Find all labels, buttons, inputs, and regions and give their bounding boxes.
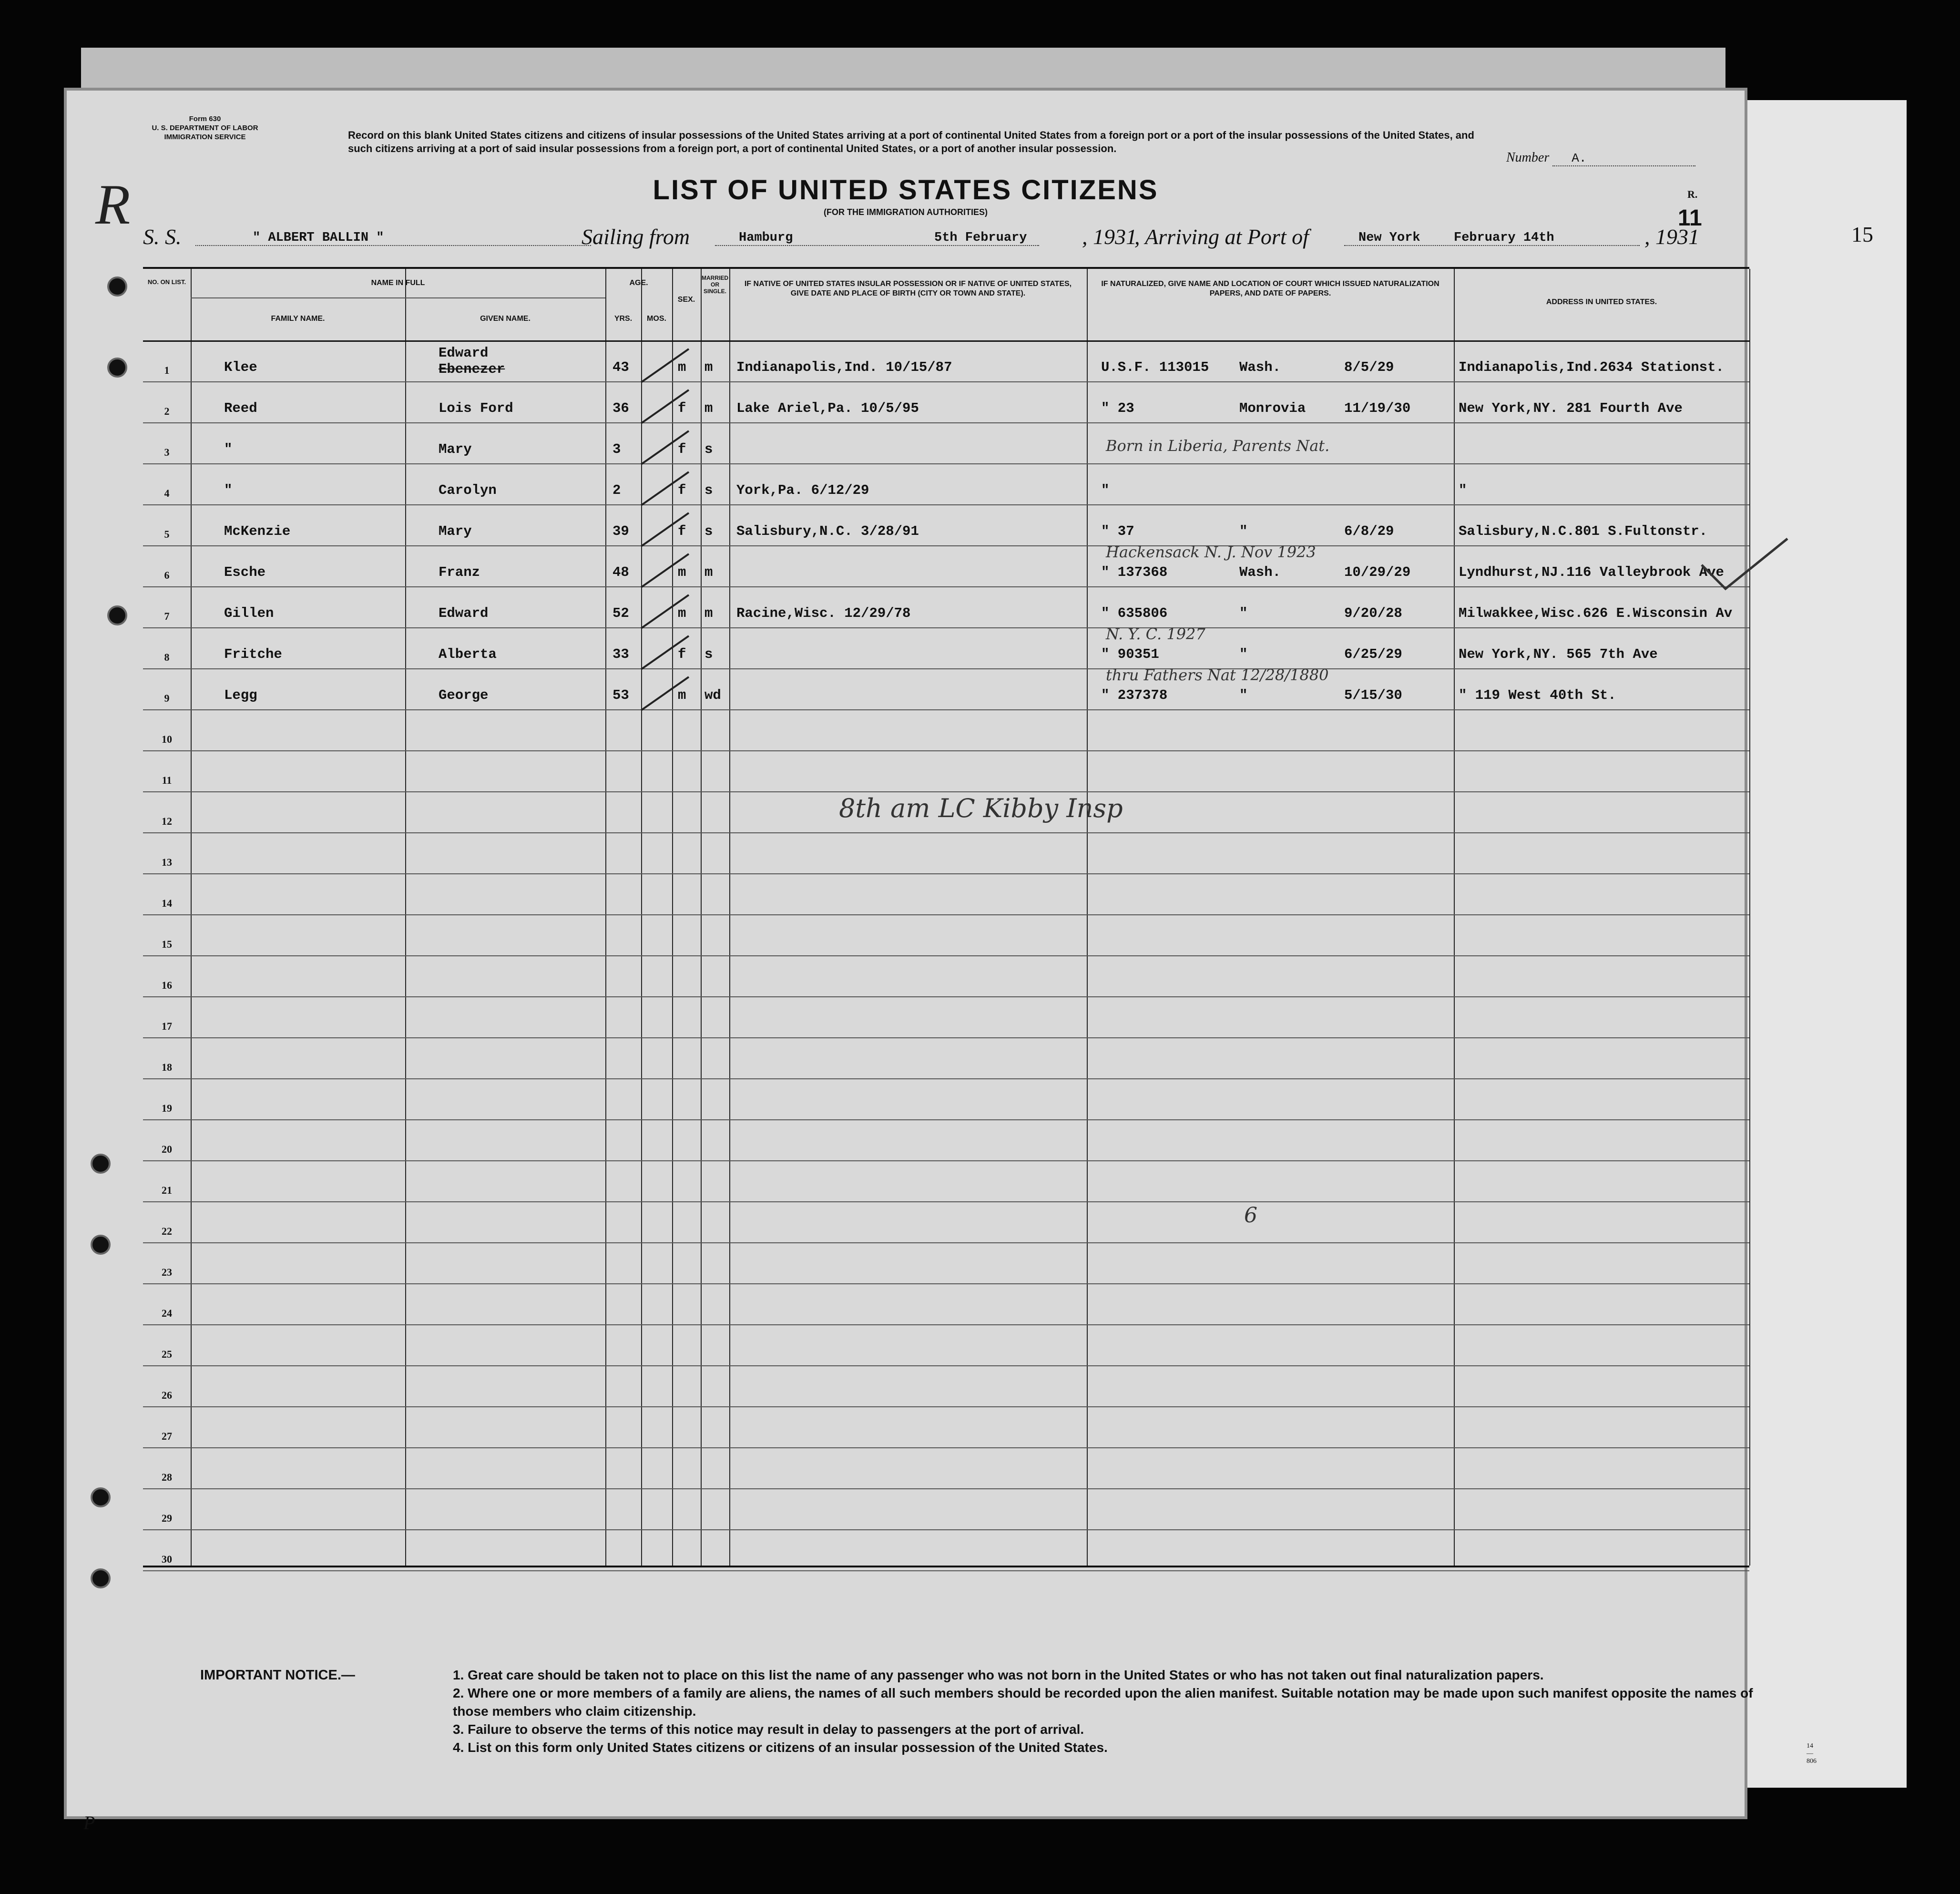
row-line	[143, 504, 1749, 505]
cell-nat-court: Wash.	[1239, 359, 1281, 375]
cell-nat-num: " 635806	[1101, 605, 1168, 621]
row-number: 13	[162, 856, 172, 868]
cell-nat-num: U.S.F. 113015	[1101, 359, 1209, 375]
notice-list	[453, 1666, 1787, 1757]
handwritten-naturalization-note: N. Y. C. 1927	[1106, 625, 1205, 643]
row-line	[143, 545, 1749, 546]
handwritten-six: 6	[1244, 1203, 1257, 1228]
tally-slash-icon	[639, 550, 691, 588]
header-married-single: MARRIED OR SINGLE.	[702, 275, 728, 295]
notice-item: 4. List on this form only United States citizens or citizens of an insular possession of the United States.	[453, 1740, 1108, 1755]
row-line	[143, 1570, 1749, 1571]
cell-sex: f	[678, 523, 686, 539]
notice-item: 3. Failure to observe the terms of this notice may result in delay to passengers at the port of arrival.	[453, 1722, 1084, 1737]
row-number: 25	[162, 1348, 172, 1360]
cell-address: New York,NY. 281 Fourth Ave	[1459, 400, 1683, 416]
cell-birth: York,Pa. 6/12/29	[736, 482, 869, 498]
cell-nat-date: 9/20/28	[1344, 605, 1402, 621]
cell-nat-court: "	[1239, 523, 1248, 539]
cell-ms: s	[704, 482, 713, 498]
header-age: AGE.	[629, 279, 648, 287]
row-number: 14	[162, 897, 172, 909]
arrival-date: February 14th	[1454, 231, 1554, 245]
cell-nat-date: 5/15/30	[1344, 687, 1402, 703]
cell-address: Milwakkee,Wisc.626 E.Wisconsin Av	[1459, 605, 1733, 621]
tally-slash-icon	[639, 632, 691, 670]
passenger-table	[143, 267, 1749, 1567]
header-native-birthplace: IF NATIVE OF UNITED STATES INSULAR POSSESSION OR IF NATIVE OF UNITED STATES, GIVE DATE AND PLACE OF BIRTH (CITY OR TOWN AND STATE).	[744, 280, 1072, 297]
cell-ms: m	[704, 400, 713, 416]
cell-given: Mary	[439, 523, 472, 539]
header-mos: MOS.	[647, 315, 666, 323]
tally-slash-icon	[639, 427, 691, 465]
row-line	[143, 1201, 1749, 1202]
cell-birth: Indianapolis,Ind. 10/15/87	[736, 359, 952, 375]
row-line	[143, 914, 1749, 915]
cell-family: Reed	[224, 400, 257, 416]
ss-underline	[195, 245, 591, 246]
tally-slash-icon	[639, 673, 691, 711]
arrival-underline	[1344, 245, 1640, 246]
row-line	[143, 463, 1749, 464]
arrival-port: New York	[1358, 231, 1420, 245]
cell-yrs: 33	[612, 646, 629, 662]
ship-name: " ALBERT BALLIN "	[253, 231, 384, 245]
number-label: Number	[1506, 150, 1550, 165]
manifest-page	[67, 91, 1817, 1816]
row-line	[143, 1324, 1749, 1325]
cell-given-struck: Ebenezer	[439, 361, 505, 377]
row-number: 28	[162, 1471, 172, 1483]
r-number: 11	[1678, 205, 1702, 231]
row-line	[143, 1242, 1749, 1243]
corner-mark: P	[83, 1812, 95, 1833]
cell-ms: m	[704, 564, 713, 580]
cell-nat-court: Monrovia	[1239, 400, 1306, 416]
number-field	[1506, 150, 1695, 166]
cell-yrs: 43	[612, 359, 629, 375]
row-number: 27	[162, 1430, 172, 1442]
row-number: 2	[164, 405, 170, 417]
cell-nat-court: Wash.	[1239, 564, 1281, 580]
row-line	[143, 1365, 1749, 1366]
handwritten-inspector-note: 8th am LC Kibby Insp	[839, 793, 1123, 823]
row-number: 19	[162, 1102, 172, 1114]
form-service: IMMIGRATION SERVICE	[164, 133, 246, 141]
row-number: 12	[162, 815, 172, 827]
row-number: 11	[162, 774, 172, 786]
row-number: 15	[162, 938, 172, 950]
header-name-in-full: NAME IN FULL	[371, 279, 425, 287]
cell-sex: m	[678, 687, 686, 703]
binder-hole-icon	[91, 1235, 111, 1255]
cell-nat-num: " 90351	[1101, 646, 1159, 662]
cell-ms: m	[704, 605, 713, 621]
cell-birth: Salisbury,N.C. 3/28/91	[736, 523, 919, 539]
cell-given: Mary	[439, 441, 472, 457]
header-address: ADDRESS IN UNITED STATES.	[1546, 298, 1657, 306]
row-line	[143, 955, 1749, 956]
departure-year: , 1931	[1082, 225, 1137, 249]
form-number: Form 630	[189, 115, 221, 123]
row-line	[143, 873, 1749, 874]
tally-slash-icon	[639, 468, 691, 506]
row-line	[143, 1283, 1749, 1284]
r-label: R.	[1687, 188, 1698, 200]
cell-sex: m	[678, 359, 686, 375]
cell-yrs: 52	[612, 605, 629, 621]
row-number: 9	[164, 692, 170, 704]
binder-hole-icon	[91, 1568, 111, 1588]
cell-nat-date: 6/25/29	[1344, 646, 1402, 662]
row-number: 30	[162, 1553, 172, 1565]
cell-birth: Racine,Wisc. 12/29/78	[736, 605, 911, 621]
row-number: 17	[162, 1020, 172, 1032]
cell-family: "	[224, 441, 233, 457]
row-number: 5	[164, 528, 170, 540]
header-family-name: FAMILY NAME.	[271, 315, 325, 323]
departure-date: 5th February	[934, 231, 1027, 245]
cell-ms: s	[704, 441, 713, 457]
cell-nat-court: "	[1239, 605, 1248, 621]
sailing-label: Sailing from	[582, 225, 690, 249]
row-line	[143, 1119, 1749, 1120]
cell-sex: f	[678, 441, 686, 457]
cell-family: McKenzie	[224, 523, 291, 539]
col-divider	[1749, 269, 1750, 1566]
cell-address: " 119 West 40th St.	[1459, 687, 1616, 703]
row-number: 22	[162, 1225, 172, 1237]
page-top-edge	[81, 48, 1725, 91]
cell-given: Lois Ford	[439, 400, 513, 416]
cell-sex: f	[678, 482, 686, 498]
tally-slash-icon	[639, 509, 691, 547]
row-line	[143, 791, 1749, 792]
cell-family: Fritche	[224, 646, 282, 662]
cell-given: Alberta	[439, 646, 497, 662]
form-identifier	[124, 114, 286, 142]
name-header-divider	[191, 297, 605, 298]
row-line	[143, 1488, 1749, 1489]
cell-ms: wd	[704, 687, 721, 703]
page-number: 15	[1851, 222, 1873, 246]
binder-hole-icon	[91, 1487, 111, 1507]
cell-nat-court: "	[1239, 646, 1248, 662]
row-number: 24	[162, 1307, 172, 1319]
document-subtitle: (FOR THE IMMIGRATION AUTHORITIES)	[824, 207, 988, 217]
row-number: 16	[162, 979, 172, 991]
number-value: A.	[1552, 151, 1695, 166]
row-number: 18	[162, 1061, 172, 1073]
handwritten-r-mark: R	[95, 173, 131, 236]
tally-slash-icon	[639, 386, 691, 424]
cell-yrs: 39	[612, 523, 629, 539]
cell-family: "	[224, 482, 233, 498]
cell-given: Franz	[439, 564, 480, 580]
row-line	[143, 1037, 1749, 1038]
row-line	[143, 627, 1749, 628]
cell-address: New York,NY. 565 7th Ave	[1459, 646, 1658, 662]
header-sex: SEX.	[677, 296, 695, 304]
notice-item: 2. Where one or more members of a family are aliens, the names of all such members should be recorded upon the alien manifest. Suitable notation may be made upon such manifest opposite the names of those members who claim citizenship.	[453, 1686, 1753, 1719]
cell-sex: m	[678, 605, 686, 621]
cell-nat-date: 8/5/29	[1344, 359, 1394, 375]
header-no-on-list: NO. ON LIST.	[147, 278, 186, 286]
cell-ms: m	[704, 359, 713, 375]
row-line	[143, 1529, 1749, 1530]
cell-nat-date: 11/19/30	[1344, 400, 1411, 416]
binder-hole-icon	[107, 605, 127, 625]
cell-address: Indianapolis,Ind.2634 Stationst.	[1459, 359, 1724, 375]
form-code: 14—806	[1807, 1742, 1817, 1765]
cell-nat-num: " 37	[1101, 523, 1134, 539]
cell-address: Salisbury,N.C.801 S.Fultonstr.	[1459, 523, 1708, 539]
sailing-underline	[715, 245, 1039, 246]
form-department: U. S. DEPARTMENT OF LABOR	[152, 124, 258, 132]
header-yrs: YRS.	[614, 315, 633, 323]
cell-nat-court: "	[1239, 687, 1248, 703]
cell-ms: s	[704, 523, 713, 539]
arrival-year: , 1931	[1644, 225, 1699, 249]
arriving-label: , Arriving at Port of	[1134, 225, 1309, 249]
checkmark-icon	[1697, 536, 1792, 594]
row-number: 21	[162, 1184, 172, 1196]
row-line	[143, 709, 1749, 710]
row-line	[143, 832, 1749, 833]
row-line	[143, 668, 1749, 669]
cell-nat-num: " 23	[1101, 400, 1134, 416]
notice-label: IMPORTANT NOTICE.—	[200, 1668, 355, 1683]
ss-label: S. S.	[143, 225, 182, 249]
cell-yrs: 53	[612, 687, 629, 703]
handwritten-naturalization-note: Born in Liberia, Parents Nat.	[1106, 437, 1330, 455]
cell-family: Klee	[224, 359, 257, 375]
sailing-port: Hamburg	[739, 231, 793, 245]
cell-birth: Lake Ariel,Pa. 10/5/95	[736, 400, 919, 416]
cell-given: George	[439, 687, 489, 703]
cell-sex: f	[678, 400, 686, 416]
tally-slash-icon	[639, 591, 691, 629]
row-number: 26	[162, 1389, 172, 1401]
row-number: 23	[162, 1266, 172, 1278]
row-line	[143, 422, 1749, 423]
cell-family: Legg	[224, 687, 257, 703]
binder-hole-icon	[107, 276, 127, 297]
row-line	[143, 1078, 1749, 1079]
cell-family: Esche	[224, 564, 266, 580]
cell-nat-num: "	[1101, 482, 1110, 498]
header-divider	[143, 340, 1749, 342]
header-naturalization: IF NATURALIZED, GIVE NAME AND LOCATION OF COURT WHICH ISSUED NATURALIZATION PAPERS, AND DATE OF PAPERS.	[1101, 280, 1439, 297]
row-number: 3	[164, 446, 170, 458]
cell-nat-date: 10/29/29	[1344, 564, 1411, 580]
row-line	[143, 1160, 1749, 1161]
row-number: 4	[164, 487, 170, 499]
binder-hole-icon	[91, 1154, 111, 1174]
cell-sex: m	[678, 564, 686, 580]
row-line	[143, 996, 1749, 997]
row-number: 7	[164, 610, 170, 622]
cell-sex: f	[678, 646, 686, 662]
cell-address: Lyndhurst,NJ.116 Valleybrook Ave	[1459, 564, 1724, 580]
row-line	[143, 586, 1749, 587]
row-line	[143, 750, 1749, 751]
row-number: 8	[164, 651, 170, 663]
header-given-name: GIVEN NAME.	[480, 315, 531, 323]
row-number: 20	[162, 1143, 172, 1155]
record-instructions: Record on this blank United States citizens and citizens of insular possessions of the United States arriving at a port of continental United States from a foreign port or a port of the insular possessions of the United States, and such citizens arriving at a port of said insular possessions from a foreign port, a port of continental United States, or a port of another insular possession.	[348, 129, 1474, 154]
row-number: 6	[164, 569, 170, 581]
cell-family: Gillen	[224, 605, 274, 621]
row-number: 29	[162, 1512, 172, 1524]
handwritten-naturalization-note: Hackensack N. J. Nov 1923	[1106, 543, 1316, 561]
cell-given: Carolyn	[439, 482, 497, 498]
tally-slash-icon	[639, 345, 691, 383]
cell-yrs: 2	[612, 482, 621, 498]
cell-nat-date: 6/8/29	[1344, 523, 1394, 539]
cell-address: "	[1459, 482, 1467, 498]
cell-nat-num: " 237378	[1101, 687, 1168, 703]
row-line	[143, 1447, 1749, 1448]
cell-yrs: 36	[612, 400, 629, 416]
row-number: 10	[162, 733, 172, 745]
adjacent-page-strip	[1745, 100, 1907, 1788]
row-line	[143, 1406, 1749, 1407]
cell-yrs: 48	[612, 564, 629, 580]
cell-ms: s	[704, 646, 713, 662]
cell-given: Edward	[439, 605, 489, 621]
voyage-line	[143, 224, 1699, 253]
cell-yrs: 3	[612, 441, 621, 457]
document-title: LIST OF UNITED STATES CITIZENS	[653, 174, 1159, 205]
handwritten-naturalization-note: thru Fathers Nat 12/28/1880	[1106, 666, 1329, 684]
row-number: 1	[164, 364, 170, 376]
notice-item: 1. Great care should be taken not to place on this list the name of any passenger who was not born in the United States or who has not taken out final naturalization papers.	[453, 1668, 1544, 1682]
cell-nat-num: " 137368	[1101, 564, 1168, 580]
binder-hole-icon	[107, 358, 127, 378]
row-line	[143, 381, 1749, 382]
cell-given: Edward	[439, 345, 489, 361]
